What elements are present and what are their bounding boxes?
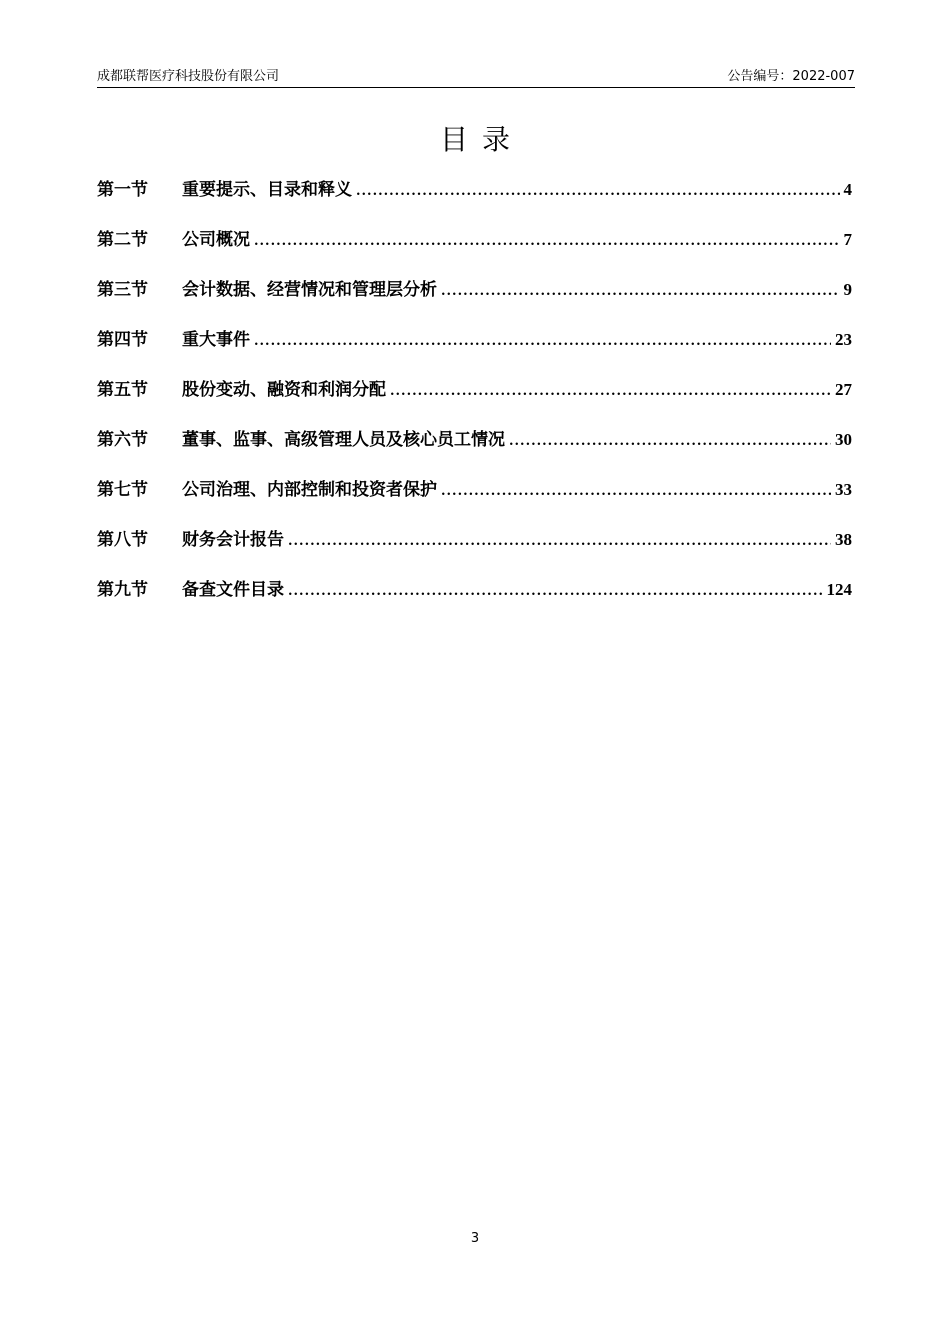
- toc-section-number: 第五节: [97, 380, 148, 400]
- toc-entry[interactable]: [97, 525, 852, 575]
- toc-page-number: 9: [843, 280, 852, 299]
- toc-entry[interactable]: [97, 375, 852, 425]
- toc-entry[interactable]: [97, 425, 852, 475]
- toc-section-title: 公司治理、内部控制和投资者保护: [182, 480, 437, 500]
- toc-entry[interactable]: [97, 325, 852, 375]
- toc-page-number: 23: [835, 330, 852, 349]
- toc-section-number: 第二节: [97, 230, 148, 250]
- toc-dot-leader: [441, 277, 840, 307]
- toc-page-number: 4: [843, 180, 852, 199]
- toc-dot-leader: [390, 377, 831, 407]
- toc-section-title: 重大事件: [182, 330, 250, 350]
- company-name: 成都联帮医疗科技股份有限公司: [97, 69, 280, 84]
- toc-dot-leader: [254, 327, 831, 357]
- toc-dot-leader: [254, 227, 840, 257]
- toc-section-number: 第四节: [97, 330, 148, 350]
- toc-section-number: 第一节: [97, 180, 148, 200]
- toc-section-title: 财务会计报告: [182, 530, 284, 550]
- toc-title: 目录: [439, 123, 524, 156]
- page-number: 3: [470, 1231, 480, 1246]
- toc-entry[interactable]: [97, 175, 852, 225]
- toc-page-number: 38: [835, 530, 852, 549]
- toc-section-title: 公司概况: [182, 230, 250, 250]
- toc-dot-leader: [288, 577, 823, 607]
- toc-entry[interactable]: [97, 475, 852, 525]
- table-of-contents: [97, 175, 852, 625]
- toc-section-number: 第六节: [97, 430, 148, 450]
- toc-page-number: 7: [843, 230, 852, 249]
- toc-dot-leader: [509, 427, 831, 457]
- toc-entry[interactable]: [97, 225, 852, 275]
- toc-entry[interactable]: [97, 575, 852, 625]
- toc-section-number: 第八节: [97, 530, 148, 550]
- toc-section-title: 备查文件目录: [182, 580, 284, 600]
- toc-section-number: 第九节: [97, 580, 148, 600]
- toc-dot-leader: [288, 527, 831, 557]
- toc-section-number: 第七节: [97, 480, 148, 500]
- toc-section-title: 会计数据、经营情况和管理层分析: [182, 280, 437, 300]
- toc-page-number: 30: [835, 430, 852, 449]
- toc-section-number: 第三节: [97, 280, 148, 300]
- toc-section-title: 董事、监事、高级管理人员及核心员工情况: [182, 430, 505, 450]
- toc-dot-leader: [356, 177, 840, 207]
- toc-section-title: 重要提示、目录和释义: [182, 180, 352, 200]
- notice-number: 公告编号：2022-007: [727, 69, 855, 84]
- toc-entry[interactable]: [97, 275, 852, 325]
- toc-dot-leader: [441, 477, 831, 507]
- page-header: [97, 67, 855, 88]
- toc-section-title: 股份变动、融资和利润分配: [182, 380, 386, 400]
- toc-page-number: 33: [835, 480, 852, 499]
- toc-page-number: 124: [826, 580, 852, 599]
- toc-page-number: 27: [835, 380, 852, 399]
